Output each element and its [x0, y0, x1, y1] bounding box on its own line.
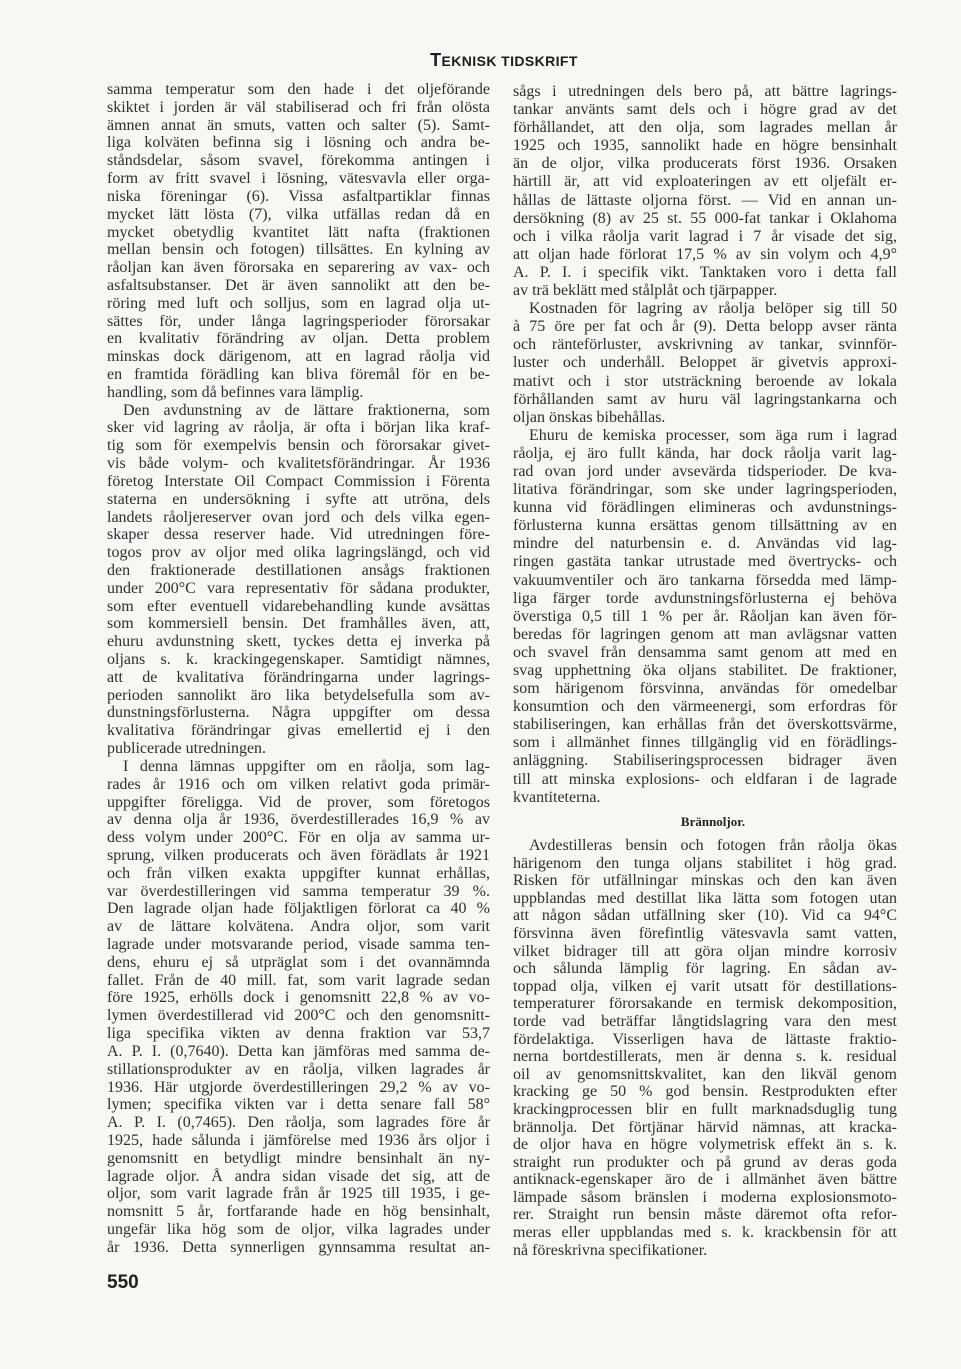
text-line: lymen överdestillerad vid 200°C och den genomsnitt-: [107, 1007, 490, 1025]
text-line: litativa förändringar, som ske under lagringsperioden,: [513, 481, 897, 499]
paragraph: [107, 402, 490, 758]
text-line: förlusterna kunna ersättas genom tillsättning av en: [513, 517, 897, 535]
text-line: skiktet i jorden är väl stabiliserad och fri från olösta: [107, 98, 490, 116]
text-line: straight run produkter och på grund av deras goda: [513, 1153, 897, 1171]
text-line: och ränteförluster, avskrivning av tankar, svinnför-: [513, 336, 897, 354]
text-line: nomsnitt 5 år, fortfarande hade en hög bensinhalt,: [107, 1203, 490, 1221]
text-line: toppad olja, vilken ej varit utsatt för destillations-: [513, 977, 897, 995]
text-line: dunstningsförlusterna. Några uppgifter om dessa: [107, 704, 490, 722]
text-line: Avdestilleras bensin och fotogen från råolja ökas: [529, 837, 897, 854]
text-line: oljor, som varit lagrade från år 1925 till 1935, i ge-: [107, 1185, 490, 1203]
text-line: och från vilken exakta uppgifter kunnat erhållas,: [107, 864, 490, 882]
text-line: år 1936. Detta synnerligen gynnsamma resultat an-: [107, 1238, 490, 1256]
text-line: mycket obetydlig kvantitet lätt nafta (fraktionen: [107, 223, 490, 241]
text-line: genomsnitt en betydligt mindre bensinhalt än ny-: [107, 1149, 490, 1167]
text-line: ståndsdelar, såsom svavel, förekomma antingen i: [107, 152, 490, 170]
text-line: rer. Straight run bensin måste däremot ofta refor-: [513, 1206, 897, 1224]
text-line: Kostnaden för lagring av råolja belöper sig till 50: [529, 300, 897, 318]
text-line: A. P. I. (0,7640). Detta kan jämföras med samma de-: [107, 1042, 490, 1060]
text-line: minskas dock därigenom, att en lagrad råolja vid: [107, 348, 490, 366]
text-line: oljans s. k. krackingegenskaper. Samtidigt nämnes,: [107, 651, 490, 668]
text-line: råolja, ej äro fullt kända, har dock råolja varit lag-: [513, 444, 897, 462]
text-line: vilket bidrager till att göra oljan mindre korrosiv: [513, 942, 897, 960]
text-line: asfaltsubstanser. Det är även sannolikt att den be-: [107, 276, 490, 294]
paragraph: [107, 758, 490, 1257]
text-line: sprung, vilken producerats och även förädlats år 1921: [107, 846, 490, 864]
text-line: liga specifika vikten av denna fraktion var 53,7: [107, 1025, 490, 1043]
text-line: dess volym under 200°C. För en olja av samma ur-: [107, 829, 490, 847]
text-line: konsumtion och den värmeenergi, som erfordras för: [513, 698, 897, 716]
text-line: råoljan kan även förorsaka en separering av vax- och: [107, 259, 490, 277]
text-line: kvantiteterna.: [513, 788, 601, 806]
text-line: härtill är, att vid exploateringen av ett oljefält er-: [513, 173, 897, 191]
text-line: mindre del naturbensin e. d. Användas vid lag-: [513, 535, 897, 553]
text-line: ämnen annat än smuts, vatten och salter (5). Samt-: [107, 116, 490, 134]
text-line: sker vid lagring av råolja, är ofta i början lika kraf-: [107, 419, 490, 437]
text-line: hållas de lättaste oljorna först. — Vid en annan un-: [513, 191, 897, 209]
text-line: oil av genomsnittskvalitet, kan den likväl genom: [513, 1065, 897, 1083]
section-body: [513, 837, 897, 1259]
text-line: lagrade oljor. Å andra sidan visade det sig, att de: [107, 1167, 490, 1185]
text-line: förhållanden samt av huru väl lagringstankarna och: [513, 390, 897, 408]
text-line: liga färger torde avdunstningsförlusterna ej behöva: [513, 589, 897, 607]
text-line: lymen; specifika vikten var i detta senare fall 58°: [107, 1096, 490, 1114]
text-line: rad ovan jord under avsevärda tidsperioder. De kva-: [513, 462, 897, 480]
text-line: att de kvalitativa förändringarna under lagrings-: [107, 668, 490, 686]
text-line: de oljor hava en högre volymetrisk effekt än s. k.: [513, 1136, 897, 1154]
text-line: som härigenom försvinna, användas för omedelbar: [513, 680, 897, 698]
text-line: temperaturer förorsakande en termisk dekomposition,: [513, 995, 897, 1013]
text-line: anläggning. Stabiliseringsprocessen bidrager även: [513, 752, 897, 770]
text-line: att oljan hade förlorat 17,5 % av sin volym och 4,9°: [513, 245, 897, 263]
text-line: förhållandet, att den olja, som lagrades mellan år: [513, 119, 897, 137]
text-line: kunna vid förädlingen elimineras och avdunstnings-: [513, 499, 897, 517]
text-line: samma temperatur som den hade i det oljeförande: [107, 81, 490, 98]
text-line: fallet. Från de 40 mill. fat, som varit lagrade sedan: [107, 971, 490, 989]
text-line: antiknack-egenskaper äro de i allmänhet även bättre: [513, 1171, 897, 1189]
text-line: under 200°C vara representativ för sådana produkter,: [107, 579, 490, 597]
text-line: mycket lätt lösta (7), vilka utfällas redan då en: [107, 205, 490, 223]
text-line: uppblandas med destillat lika lätta som fotogen utan: [513, 889, 897, 907]
text-line: liga kolväten befinna sig i lösning och andra be-: [107, 134, 490, 152]
text-line: 1936. Här utgjorde överdestilleringen 29,2 % av vo-: [107, 1078, 490, 1096]
text-line: publicerade utredningen.: [107, 740, 267, 758]
left-column: [107, 81, 490, 1257]
text-line: skaper dessa reserver hade. Vid utredningen före-: [107, 526, 490, 544]
text-line: rades år 1916 och om vilken relativt goda primär-: [107, 775, 490, 793]
paragraph: [513, 300, 897, 427]
text-line: Den avdunstning av de lättare fraktionerna, som: [123, 401, 490, 419]
text-line: 1925, hade sålunda i jämförelse med 1936 års oljor i: [107, 1131, 490, 1149]
text-line: än de oljor, vilka producerats först 1936. Orsaken: [513, 155, 897, 173]
text-line: av de lättare kolvätena. Andra oljor, som varit: [107, 918, 490, 936]
paragraph: [513, 427, 897, 807]
text-line: form av fritt svavel i lösning, vätesvavla eller orga-: [107, 170, 490, 188]
text-line: dersökning (8) av 25 st. 55 000-fat tankar i Oklahoma: [513, 209, 897, 227]
text-line: företog Interstate Oil Compact Commission i Förenta: [107, 472, 490, 490]
text-line: vis både volym- och kvalitetsförändringar. År 1936: [107, 455, 490, 473]
text-line: togos prov av oljor med olika lagringslängd, och vid: [107, 544, 490, 562]
text-line: mativt och i stor utsträckning beroende av lokala: [513, 372, 897, 390]
text-line: uppgifter föreligga. Vid de prover, som företogos: [107, 793, 490, 811]
text-line: som i allmänhet finnes tillgänglig vid en förädlings-: [513, 734, 897, 752]
text-line: ungefär lika hög som de oljor, vilka lagrades under: [107, 1221, 490, 1238]
text-line: stillationsprodukter av en råolja, vilken lagrades år: [107, 1060, 490, 1078]
text-line: röring med luft och solljus, som en lagrad olja ut-: [107, 294, 490, 312]
text-line: som kommersiell bensin. Det framhålles även, att,: [107, 615, 490, 633]
text-line: A. P. I. (0,7465). Den råolja, som lagrades före år: [107, 1114, 490, 1132]
text-line: à 75 öre per fat och år (9). Detta belopp avser ränta: [513, 318, 897, 336]
text-line: lämpade såsom bränslen i moderna explosionsmoto-: [513, 1188, 897, 1206]
text-line: Ehuru de kemiska processer, som äga rum i lagrad: [529, 426, 897, 444]
section-heading: Brännoljor.: [680, 814, 746, 829]
text-line: kvalitativa förändringar givas emellertid ej i den: [107, 722, 490, 740]
text-line: Den lagrade oljan hade följaktligen förlorat ca 40 %: [107, 900, 490, 918]
text-line: kracking ge 50 % god bensin. Restprodukten efter: [513, 1083, 897, 1101]
text-line: var överdestilleringen vid samma temperatur 39 %.: [107, 882, 490, 900]
text-line: försvinna även förefintlig vätesvavla samt vatten,: [513, 924, 897, 942]
text-line: stabiliseringen, kan erhållas från det överskottsvärme,: [513, 716, 897, 734]
text-line: perioden sannolikt äro lika betydelsefulla som av-: [107, 686, 490, 704]
text-line: till att minska explosions- och eldfaran i de lagrade: [513, 770, 897, 788]
text-line: tankar använts samt dels och i högre grad av det: [513, 101, 897, 119]
text-line: 1925 och 1935, sannolikt hade en högre bensinhalt: [513, 137, 897, 155]
text-line: fördelaktiga. Visserligen hava de lättaste fraktio-: [513, 1030, 897, 1048]
paragraph: [107, 81, 490, 402]
text-line: och i vilka råolja varit lagrad i 7 år visade det sig,: [513, 227, 897, 245]
text-line: staterna en undersökning i syfte att utröna, dels: [107, 490, 490, 508]
text-line: svag upphettning öka oljans stabilitet. De fraktioner,: [513, 662, 897, 679]
journal-title: TEKNISK TIDSKRIFT: [430, 50, 578, 70]
text-line: niska föreningar (6). Vissa asfaltpartiklar finnas: [107, 187, 490, 205]
text-line: nerna bortdestillerats, men är denna s. k. residual: [513, 1048, 897, 1066]
text-line: landets råoljereserver ovan jord och dels vilka egen-: [107, 508, 490, 526]
text-line: torde vad beträffar långtidslagring vara den mest: [513, 1012, 897, 1030]
text-line: en framtida förädling kan bliva föremål för en be-: [107, 366, 490, 383]
text-line: sågs i utredningen dels bero på, att bättre lagrings-: [513, 83, 897, 100]
text-line: luster och underhåll. Beloppet är givetvis approxi-: [513, 354, 897, 372]
text-line: och sålunda lämplig för lagring. En sådan av-: [513, 960, 897, 978]
text-line: brännolja. Det förtjänar härvid nämnas, att kracka-: [513, 1118, 897, 1136]
text-line: A. P. I. i specifik vikt. Tanktaken voro i detta fall: [513, 263, 897, 281]
text-line: före 1925, erhölls dock i genomsnitt 22,8 % av vo-: [107, 989, 490, 1007]
text-line: sättes för, under långa lagringsperioder förorsakar: [107, 312, 490, 330]
text-line: meras eller uppblandas med s. k. krackbensin för att: [513, 1224, 897, 1242]
right-column: [513, 83, 897, 807]
text-line: lagrade under motsvarande period, visade samma ten-: [107, 936, 490, 953]
page-number: 550: [107, 1272, 139, 1293]
text-line: av denna olja år 1936, överdestillerades 16,9 % av: [107, 811, 490, 829]
paragraph: [513, 837, 897, 1259]
text-line: nå föreskrivna specifikationer.: [513, 1241, 708, 1259]
text-line: härigenom den tunga oljans stabilitet i hög grad.: [513, 854, 897, 872]
text-line: handling, som då befinnes vara lämplig.: [107, 383, 364, 401]
text-line: dens, ehuru ej så utpräglat som i det ovannämnda: [107, 953, 490, 971]
text-line: beredas för lagringen genom att man avlägsnar vatten: [513, 625, 897, 643]
text-line: vakuumventiler och äro tankarna försedda med lämp-: [513, 571, 897, 589]
text-line: tig som för exempelvis bensin och förorsakar givet-: [107, 437, 490, 455]
text-line: ringen gastäta tankar utrustade med övertrycks- och: [513, 553, 897, 571]
text-line: oljan önskas bibehållas.: [513, 408, 666, 426]
text-line: och svavel från densamma samt genom att med en: [513, 643, 897, 661]
text-line: I denna lämnas uppgifter om en råolja, som lag-: [123, 757, 490, 775]
text-line: ehuru avdunstning skett, tyckes detta ej inverka på: [107, 633, 490, 651]
text-line: en kvalitativ förändring av oljan. Detta problem: [107, 330, 490, 348]
text-line: att någon sådan utfällning sker (10). Vid ca 94°C: [513, 907, 897, 925]
text-line: överstiga 0,5 till 1 % per år. Råoljan kan även för-: [513, 607, 897, 625]
text-line: av trä beklätt med stålplåt och tjärpapper.: [513, 282, 778, 300]
text-line: Risken för utfällningar minskas och den kan även: [513, 872, 897, 890]
text-line: som efter eventuell vidarebehandling kunde avsättas: [107, 597, 490, 615]
text-line: mellan bensin och fotogen) tillsättes. En kylning av: [107, 241, 490, 259]
text-line: den fraktionerade destillationen ansågs fraktionen: [107, 561, 490, 579]
text-line: krackingprocessen blir en fullt marknadsduglig tung: [513, 1100, 897, 1118]
paragraph: [513, 83, 897, 300]
